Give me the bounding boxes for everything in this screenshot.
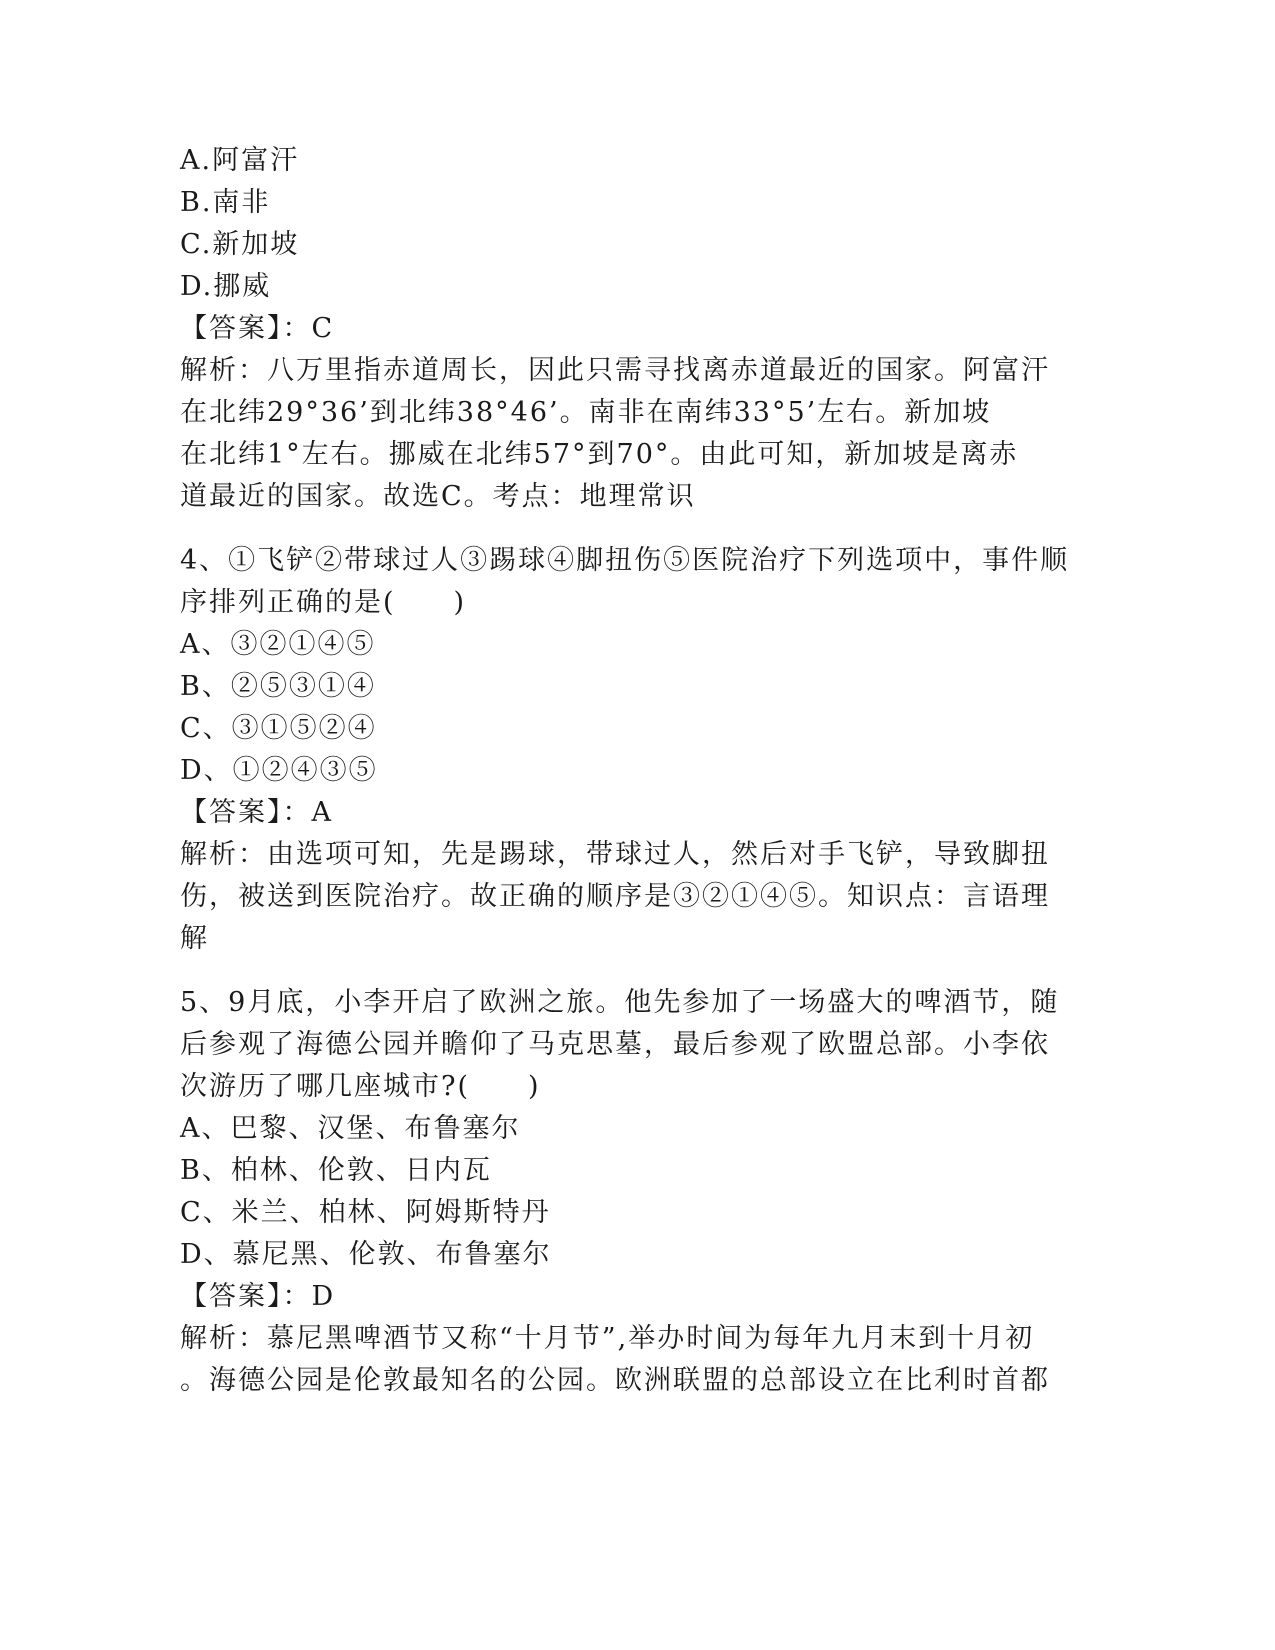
document-page	[180, 140, 1070, 1402]
question-5-block	[180, 982, 1060, 1402]
analysis-line: 在北纬1°左右。挪威在北纬57°到70°。由此可知，新加坡是离赤	[180, 439, 1019, 470]
analysis-line: 在北纬29°36’到北纬38°46’。南非在南纬33°5’左右。新加坡	[180, 397, 992, 428]
question-4-block	[180, 540, 1070, 960]
question-line: 序排列正确的是( )	[180, 587, 467, 618]
analysis-line: 解析：慕尼黑啤酒节又称“十月节”,举办时间为每年九月末到十月初	[180, 1323, 1035, 1354]
analysis-line: 。海德公园是伦敦最知名的公园。欧洲联盟的总部设立在比利时首都	[180, 1365, 1050, 1396]
question-line: 5、9月底，小李开启了欧洲之旅。他先参加了一场盛大的啤酒节，随	[180, 987, 1060, 1018]
answer: 【答案】：D	[180, 1281, 336, 1312]
option-d: D、慕尼黑、伦敦、布鲁塞尔	[180, 1239, 552, 1270]
option-b: B、②⑤③①④	[180, 671, 376, 702]
question-3-block	[180, 140, 1060, 518]
analysis-line: 伤，被送到医院治疗。故正确的顺序是③②①④⑤。知识点：言语理	[180, 881, 1050, 912]
option-c: C、③①⑤②④	[180, 713, 377, 744]
question-text	[180, 540, 1070, 624]
analysis-line: 解	[180, 923, 209, 954]
question-line: 后参观了海德公园并瞻仰了马克思墓，最后参观了欧盟总部。小李依	[180, 1029, 1050, 1060]
analysis	[180, 350, 1060, 518]
question-text	[180, 982, 1060, 1108]
option-a: A、巴黎、汉堡、布鲁塞尔	[180, 1113, 521, 1144]
option-b: B.南非	[180, 187, 271, 218]
option-c: C.新加坡	[180, 229, 300, 260]
option-d: D.挪威	[180, 271, 272, 302]
answer: 【答案】：A	[180, 797, 333, 828]
option-d: D、①②④③⑤	[180, 755, 378, 786]
spacer	[180, 518, 1060, 540]
question-line: 次游历了哪几座城市?( )	[180, 1071, 541, 1102]
analysis-line: 解析：八万里指赤道周长，因此只需寻找离赤道最近的国家。阿富汗	[180, 355, 1050, 386]
option-c: C、米兰、柏林、阿姆斯特丹	[180, 1197, 551, 1228]
spacer	[180, 960, 1060, 982]
analysis-line: 解析：由选项可知，先是踢球，带球过人，然后对手飞铲，导致脚扭	[180, 839, 1050, 870]
option-b: B、柏林、伦敦、日内瓦	[180, 1155, 492, 1186]
answer: 【答案】：C	[180, 313, 335, 344]
option-a: A、③②①④⑤	[180, 629, 376, 660]
analysis	[180, 834, 1060, 960]
question-line: 4、①飞铲②带球过人③踢球④脚扭伤⑤医院治疗下列选项中，事件顺	[180, 545, 1070, 576]
analysis-line: 道最近的国家。故选C。考点：地理常识	[180, 481, 696, 512]
option-a: A.阿富汗	[180, 145, 300, 176]
analysis	[180, 1318, 1060, 1402]
